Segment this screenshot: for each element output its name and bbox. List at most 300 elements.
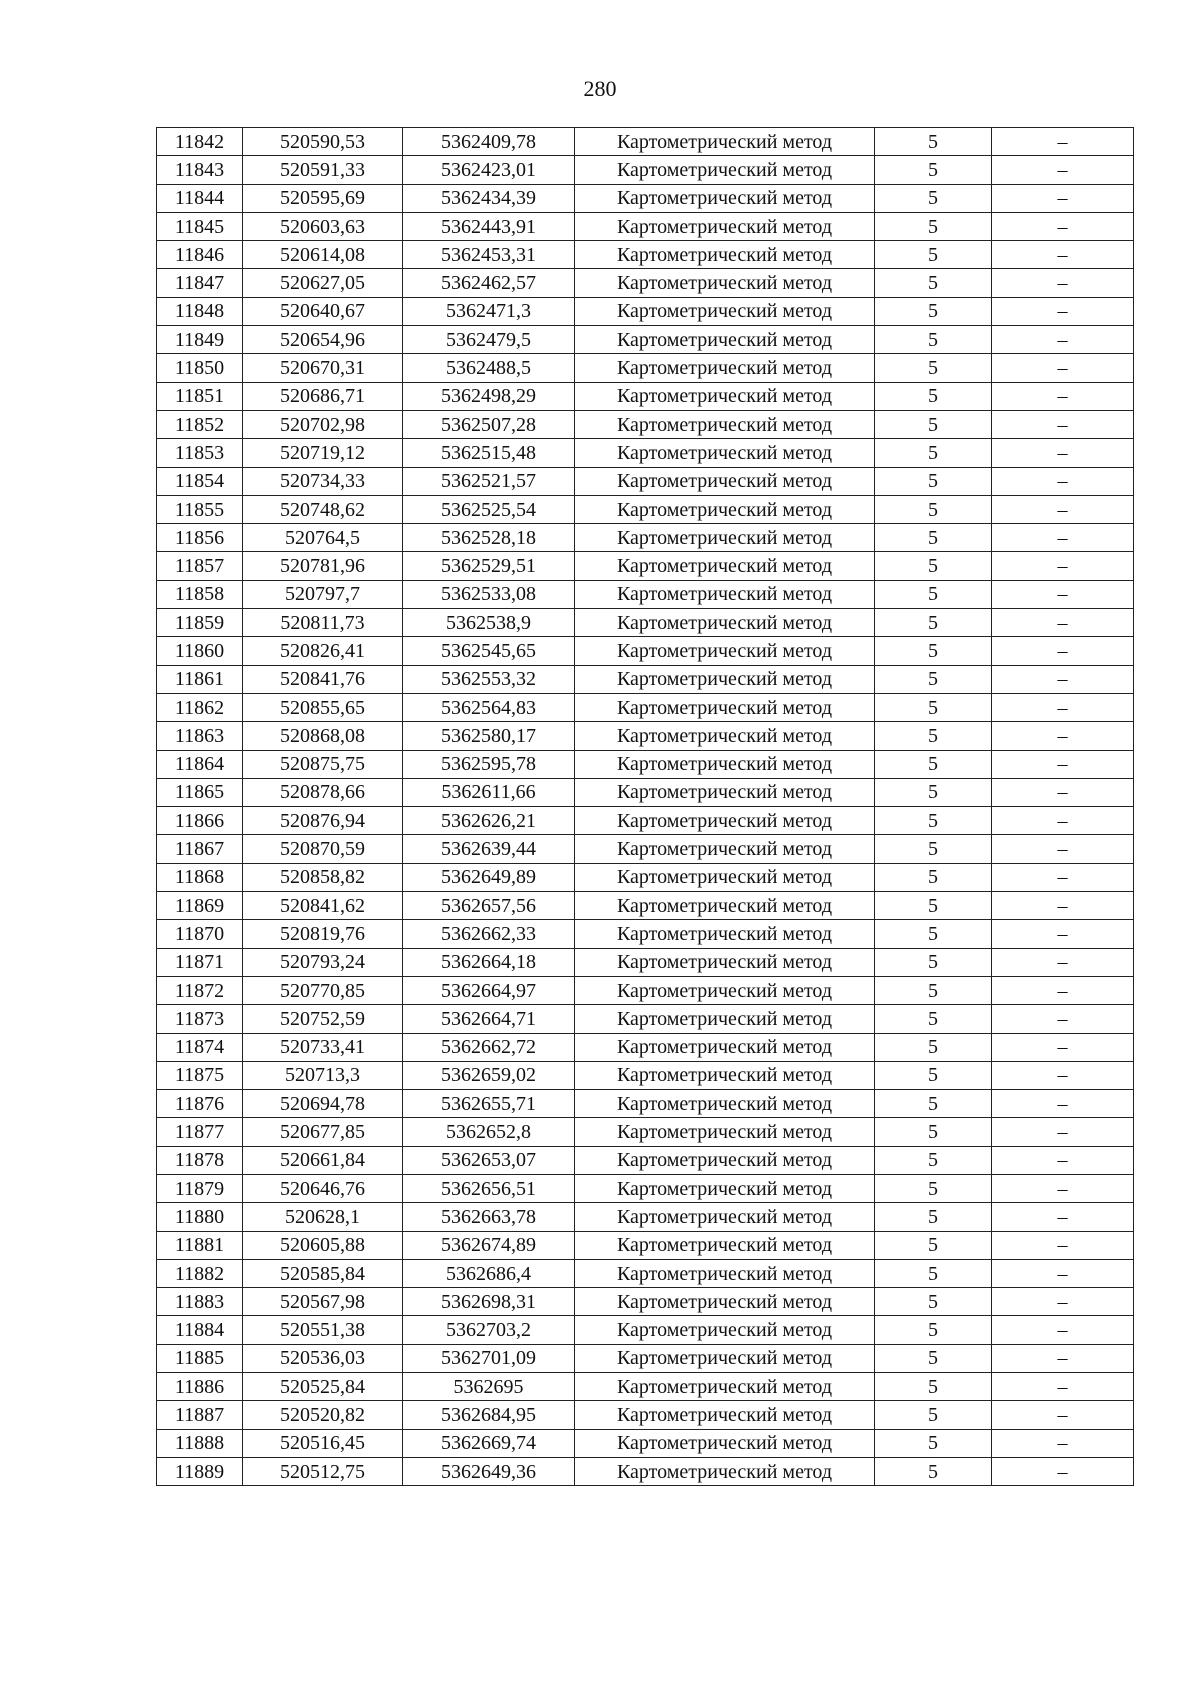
x-coordinate-cell: 520878,66 — [243, 778, 403, 806]
point-number-cell: 11842 — [157, 128, 243, 156]
point-number-cell: 11882 — [157, 1259, 243, 1287]
table-row — [157, 835, 1134, 863]
precision-cell: 5 — [875, 778, 992, 806]
x-coordinate-cell: 520793,24 — [243, 948, 403, 976]
precision-cell: 5 — [875, 354, 992, 382]
y-coordinate-cell: 5362538,9 — [403, 609, 575, 637]
description-cell: – — [992, 1203, 1134, 1231]
precision-cell: 5 — [875, 156, 992, 184]
x-coordinate-cell: 520591,33 — [243, 156, 403, 184]
description-cell: – — [992, 297, 1134, 325]
method-cell: Картометрический метод — [575, 326, 875, 354]
precision-cell: 5 — [875, 750, 992, 778]
precision-cell: 5 — [875, 1033, 992, 1061]
point-number-cell: 11860 — [157, 637, 243, 665]
description-cell: – — [992, 241, 1134, 269]
point-number-cell: 11857 — [157, 552, 243, 580]
point-number-cell: 11886 — [157, 1373, 243, 1401]
description-cell: – — [992, 1457, 1134, 1485]
x-coordinate-cell: 520855,65 — [243, 693, 403, 721]
table-row — [157, 1316, 1134, 1344]
method-cell: Картометрический метод — [575, 552, 875, 580]
description-cell: – — [992, 1061, 1134, 1089]
description-cell: – — [992, 184, 1134, 212]
point-number-cell: 11851 — [157, 382, 243, 410]
y-coordinate-cell: 5362488,5 — [403, 354, 575, 382]
x-coordinate-cell: 520595,69 — [243, 184, 403, 212]
description-cell: – — [992, 467, 1134, 495]
point-number-cell: 11868 — [157, 863, 243, 891]
method-cell: Картометрический метод — [575, 1316, 875, 1344]
table-row — [157, 410, 1134, 438]
method-cell: Картометрический метод — [575, 1033, 875, 1061]
table-row — [157, 495, 1134, 523]
point-number-cell: 11885 — [157, 1344, 243, 1372]
y-coordinate-cell: 5362611,66 — [403, 778, 575, 806]
precision-cell: 5 — [875, 1429, 992, 1457]
x-coordinate-cell: 520781,96 — [243, 552, 403, 580]
precision-cell: 5 — [875, 1005, 992, 1033]
y-coordinate-cell: 5362462,57 — [403, 269, 575, 297]
coordinates-table — [156, 127, 1134, 1486]
y-coordinate-cell: 5362684,95 — [403, 1401, 575, 1429]
table-row — [157, 1457, 1134, 1485]
x-coordinate-cell: 520876,94 — [243, 807, 403, 835]
table-row — [157, 948, 1134, 976]
x-coordinate-cell: 520640,67 — [243, 297, 403, 325]
y-coordinate-cell: 5362423,01 — [403, 156, 575, 184]
table-row — [157, 920, 1134, 948]
description-cell: – — [992, 326, 1134, 354]
method-cell: Картометрический метод — [575, 722, 875, 750]
x-coordinate-cell: 520627,05 — [243, 269, 403, 297]
y-coordinate-cell: 5362664,18 — [403, 948, 575, 976]
method-cell: Картометрический метод — [575, 1203, 875, 1231]
point-number-cell: 11853 — [157, 439, 243, 467]
table-row — [157, 637, 1134, 665]
point-number-cell: 11870 — [157, 920, 243, 948]
point-number-cell: 11864 — [157, 750, 243, 778]
method-cell: Картометрический метод — [575, 920, 875, 948]
point-number-cell: 11852 — [157, 410, 243, 438]
precision-cell: 5 — [875, 467, 992, 495]
x-coordinate-cell: 520811,73 — [243, 609, 403, 637]
precision-cell: 5 — [875, 920, 992, 948]
description-cell: – — [992, 1033, 1134, 1061]
point-number-cell: 11871 — [157, 948, 243, 976]
point-number-cell: 11866 — [157, 807, 243, 835]
method-cell: Картометрический метод — [575, 269, 875, 297]
description-cell: – — [992, 382, 1134, 410]
y-coordinate-cell: 5362649,89 — [403, 863, 575, 891]
table-row — [157, 976, 1134, 1004]
y-coordinate-cell: 5362507,28 — [403, 410, 575, 438]
x-coordinate-cell: 520661,84 — [243, 1146, 403, 1174]
x-coordinate-cell: 520628,1 — [243, 1203, 403, 1231]
point-number-cell: 11889 — [157, 1457, 243, 1485]
x-coordinate-cell: 520551,38 — [243, 1316, 403, 1344]
precision-cell: 5 — [875, 1090, 992, 1118]
point-number-cell: 11850 — [157, 354, 243, 382]
precision-cell: 5 — [875, 241, 992, 269]
y-coordinate-cell: 5362698,31 — [403, 1288, 575, 1316]
method-cell: Картометрический метод — [575, 241, 875, 269]
y-coordinate-cell: 5362521,57 — [403, 467, 575, 495]
method-cell: Картометрический метод — [575, 750, 875, 778]
y-coordinate-cell: 5362533,08 — [403, 580, 575, 608]
table-row — [157, 269, 1134, 297]
point-number-cell: 11858 — [157, 580, 243, 608]
description-cell: – — [992, 1090, 1134, 1118]
precision-cell: 5 — [875, 297, 992, 325]
point-number-cell: 11874 — [157, 1033, 243, 1061]
y-coordinate-cell: 5362479,5 — [403, 326, 575, 354]
method-cell: Картометрический метод — [575, 410, 875, 438]
y-coordinate-cell: 5362639,44 — [403, 835, 575, 863]
point-number-cell: 11846 — [157, 241, 243, 269]
x-coordinate-cell: 520733,41 — [243, 1033, 403, 1061]
method-cell: Картометрический метод — [575, 1344, 875, 1372]
y-coordinate-cell: 5362498,29 — [403, 382, 575, 410]
method-cell: Картометрический метод — [575, 1090, 875, 1118]
point-number-cell: 11849 — [157, 326, 243, 354]
description-cell: – — [992, 637, 1134, 665]
x-coordinate-cell: 520603,63 — [243, 212, 403, 240]
description-cell: – — [992, 1316, 1134, 1344]
y-coordinate-cell: 5362657,56 — [403, 892, 575, 920]
description-cell: – — [992, 552, 1134, 580]
description-cell: – — [992, 1174, 1134, 1202]
table-row — [157, 1231, 1134, 1259]
x-coordinate-cell: 520875,75 — [243, 750, 403, 778]
y-coordinate-cell: 5362686,4 — [403, 1259, 575, 1287]
description-cell: – — [992, 665, 1134, 693]
table-row — [157, 1288, 1134, 1316]
y-coordinate-cell: 5362564,83 — [403, 693, 575, 721]
description-cell: – — [992, 212, 1134, 240]
method-cell: Картометрический метод — [575, 382, 875, 410]
x-coordinate-cell: 520677,85 — [243, 1118, 403, 1146]
method-cell: Картометрический метод — [575, 184, 875, 212]
y-coordinate-cell: 5362529,51 — [403, 552, 575, 580]
table-row — [157, 807, 1134, 835]
x-coordinate-cell: 520520,82 — [243, 1401, 403, 1429]
x-coordinate-cell: 520585,84 — [243, 1259, 403, 1287]
precision-cell: 5 — [875, 410, 992, 438]
method-cell: Картометрический метод — [575, 637, 875, 665]
y-coordinate-cell: 5362528,18 — [403, 524, 575, 552]
y-coordinate-cell: 5362443,91 — [403, 212, 575, 240]
precision-cell: 5 — [875, 1146, 992, 1174]
x-coordinate-cell: 520670,31 — [243, 354, 403, 382]
y-coordinate-cell: 5362525,54 — [403, 495, 575, 523]
method-cell: Картометрический метод — [575, 297, 875, 325]
point-number-cell: 11888 — [157, 1429, 243, 1457]
table-row — [157, 382, 1134, 410]
y-coordinate-cell: 5362664,97 — [403, 976, 575, 1004]
method-cell: Картометрический метод — [575, 156, 875, 184]
method-cell: Картометрический метод — [575, 1174, 875, 1202]
precision-cell: 5 — [875, 1259, 992, 1287]
description-cell: – — [992, 948, 1134, 976]
point-number-cell: 11883 — [157, 1288, 243, 1316]
point-number-cell: 11879 — [157, 1174, 243, 1202]
precision-cell: 5 — [875, 948, 992, 976]
description-cell: – — [992, 1429, 1134, 1457]
method-cell: Картометрический метод — [575, 1288, 875, 1316]
point-number-cell: 11873 — [157, 1005, 243, 1033]
precision-cell: 5 — [875, 863, 992, 891]
precision-cell: 5 — [875, 1118, 992, 1146]
method-cell: Картометрический метод — [575, 1429, 875, 1457]
y-coordinate-cell: 5362649,36 — [403, 1457, 575, 1485]
x-coordinate-cell: 520868,08 — [243, 722, 403, 750]
description-cell: – — [992, 524, 1134, 552]
description-cell: – — [992, 495, 1134, 523]
x-coordinate-cell: 520516,45 — [243, 1429, 403, 1457]
description-cell: – — [992, 410, 1134, 438]
precision-cell: 5 — [875, 495, 992, 523]
table-row — [157, 1344, 1134, 1372]
point-number-cell: 11859 — [157, 609, 243, 637]
y-coordinate-cell: 5362515,48 — [403, 439, 575, 467]
precision-cell: 5 — [875, 128, 992, 156]
x-coordinate-cell: 520702,98 — [243, 410, 403, 438]
y-coordinate-cell: 5362626,21 — [403, 807, 575, 835]
table-row — [157, 665, 1134, 693]
table-row — [157, 1203, 1134, 1231]
method-cell: Картометрический метод — [575, 778, 875, 806]
x-coordinate-cell: 520686,71 — [243, 382, 403, 410]
point-number-cell: 11862 — [157, 693, 243, 721]
y-coordinate-cell: 5362662,72 — [403, 1033, 575, 1061]
method-cell: Картометрический метод — [575, 1373, 875, 1401]
description-cell: – — [992, 1146, 1134, 1174]
description-cell: – — [992, 354, 1134, 382]
table-row — [157, 1429, 1134, 1457]
table-row — [157, 1146, 1134, 1174]
description-cell: – — [992, 1005, 1134, 1033]
description-cell: – — [992, 722, 1134, 750]
precision-cell: 5 — [875, 835, 992, 863]
description-cell: – — [992, 863, 1134, 891]
method-cell: Картометрический метод — [575, 948, 875, 976]
precision-cell: 5 — [875, 1457, 992, 1485]
point-number-cell: 11845 — [157, 212, 243, 240]
precision-cell: 5 — [875, 637, 992, 665]
method-cell: Картометрический метод — [575, 693, 875, 721]
precision-cell: 5 — [875, 382, 992, 410]
method-cell: Картометрический метод — [575, 1457, 875, 1485]
table-row — [157, 1061, 1134, 1089]
page-number: 280 — [583, 76, 617, 101]
precision-cell: 5 — [875, 1174, 992, 1202]
x-coordinate-cell: 520614,08 — [243, 241, 403, 269]
precision-cell: 5 — [875, 1231, 992, 1259]
description-cell: – — [992, 976, 1134, 1004]
table-row — [157, 326, 1134, 354]
point-number-cell: 11877 — [157, 1118, 243, 1146]
table-row — [157, 1174, 1134, 1202]
y-coordinate-cell: 5362695 — [403, 1373, 575, 1401]
table-row — [157, 1118, 1134, 1146]
description-cell: – — [992, 920, 1134, 948]
method-cell: Картометрический метод — [575, 976, 875, 1004]
table-row — [157, 128, 1134, 156]
description-cell: – — [992, 1401, 1134, 1429]
method-cell: Картометрический метод — [575, 609, 875, 637]
table-row — [157, 892, 1134, 920]
precision-cell: 5 — [875, 693, 992, 721]
description-cell: – — [992, 609, 1134, 637]
y-coordinate-cell: 5362669,74 — [403, 1429, 575, 1457]
method-cell: Картометрический метод — [575, 807, 875, 835]
precision-cell: 5 — [875, 524, 992, 552]
description-cell: – — [992, 1231, 1134, 1259]
y-coordinate-cell: 5362409,78 — [403, 128, 575, 156]
point-number-cell: 11844 — [157, 184, 243, 212]
table-row — [157, 241, 1134, 269]
point-number-cell: 11876 — [157, 1090, 243, 1118]
description-cell: – — [992, 1373, 1134, 1401]
table-row — [157, 552, 1134, 580]
method-cell: Картометрический метод — [575, 1118, 875, 1146]
x-coordinate-cell: 520826,41 — [243, 637, 403, 665]
precision-cell: 5 — [875, 722, 992, 750]
table-row — [157, 750, 1134, 778]
x-coordinate-cell: 520654,96 — [243, 326, 403, 354]
precision-cell: 5 — [875, 326, 992, 354]
y-coordinate-cell: 5362662,33 — [403, 920, 575, 948]
description-cell: – — [992, 580, 1134, 608]
precision-cell: 5 — [875, 184, 992, 212]
y-coordinate-cell: 5362655,71 — [403, 1090, 575, 1118]
x-coordinate-cell: 520764,5 — [243, 524, 403, 552]
point-number-cell: 11878 — [157, 1146, 243, 1174]
x-coordinate-cell: 520870,59 — [243, 835, 403, 863]
precision-cell: 5 — [875, 1401, 992, 1429]
x-coordinate-cell: 520512,75 — [243, 1457, 403, 1485]
description-cell: – — [992, 1344, 1134, 1372]
description-cell: – — [992, 128, 1134, 156]
precision-cell: 5 — [875, 1373, 992, 1401]
description-cell: – — [992, 269, 1134, 297]
x-coordinate-cell: 520567,98 — [243, 1288, 403, 1316]
description-cell: – — [992, 439, 1134, 467]
x-coordinate-cell: 520858,82 — [243, 863, 403, 891]
x-coordinate-cell: 520646,76 — [243, 1174, 403, 1202]
method-cell: Картометрический метод — [575, 892, 875, 920]
method-cell: Картометрический метод — [575, 665, 875, 693]
precision-cell: 5 — [875, 1344, 992, 1372]
y-coordinate-cell: 5362663,78 — [403, 1203, 575, 1231]
description-cell: – — [992, 750, 1134, 778]
point-number-cell: 11881 — [157, 1231, 243, 1259]
method-cell: Картометрический метод — [575, 439, 875, 467]
x-coordinate-cell: 520748,62 — [243, 495, 403, 523]
description-cell: – — [992, 693, 1134, 721]
x-coordinate-cell: 520536,03 — [243, 1344, 403, 1372]
point-number-cell: 11865 — [157, 778, 243, 806]
table-row — [157, 156, 1134, 184]
table-row — [157, 580, 1134, 608]
precision-cell: 5 — [875, 269, 992, 297]
x-coordinate-cell: 520605,88 — [243, 1231, 403, 1259]
table-row — [157, 212, 1134, 240]
x-coordinate-cell: 520841,62 — [243, 892, 403, 920]
y-coordinate-cell: 5362674,89 — [403, 1231, 575, 1259]
table-row — [157, 1373, 1134, 1401]
table-row — [157, 778, 1134, 806]
precision-cell: 5 — [875, 609, 992, 637]
precision-cell: 5 — [875, 552, 992, 580]
table-row — [157, 184, 1134, 212]
table-row — [157, 693, 1134, 721]
method-cell: Картометрический метод — [575, 467, 875, 495]
point-number-cell: 11872 — [157, 976, 243, 1004]
y-coordinate-cell: 5362553,32 — [403, 665, 575, 693]
y-coordinate-cell: 5362659,02 — [403, 1061, 575, 1089]
y-coordinate-cell: 5362652,8 — [403, 1118, 575, 1146]
y-coordinate-cell: 5362595,78 — [403, 750, 575, 778]
description-cell: – — [992, 778, 1134, 806]
x-coordinate-cell: 520525,84 — [243, 1373, 403, 1401]
precision-cell: 5 — [875, 807, 992, 835]
description-cell: – — [992, 807, 1134, 835]
point-number-cell: 11875 — [157, 1061, 243, 1089]
table-row — [157, 467, 1134, 495]
x-coordinate-cell: 520841,76 — [243, 665, 403, 693]
precision-cell: 5 — [875, 1061, 992, 1089]
x-coordinate-cell: 520752,59 — [243, 1005, 403, 1033]
y-coordinate-cell: 5362453,31 — [403, 241, 575, 269]
precision-cell: 5 — [875, 665, 992, 693]
table-row — [157, 1090, 1134, 1118]
y-coordinate-cell: 5362653,07 — [403, 1146, 575, 1174]
point-number-cell: 11869 — [157, 892, 243, 920]
method-cell: Картометрический метод — [575, 1231, 875, 1259]
precision-cell: 5 — [875, 1203, 992, 1231]
method-cell: Картометрический метод — [575, 212, 875, 240]
x-coordinate-cell: 520719,12 — [243, 439, 403, 467]
table-row — [157, 863, 1134, 891]
y-coordinate-cell: 5362656,51 — [403, 1174, 575, 1202]
x-coordinate-cell: 520819,76 — [243, 920, 403, 948]
point-number-cell: 11887 — [157, 1401, 243, 1429]
x-coordinate-cell: 520590,53 — [243, 128, 403, 156]
point-number-cell: 11854 — [157, 467, 243, 495]
method-cell: Картометрический метод — [575, 580, 875, 608]
table-row — [157, 1401, 1134, 1429]
method-cell: Картометрический метод — [575, 354, 875, 382]
table-row — [157, 722, 1134, 750]
x-coordinate-cell: 520713,3 — [243, 1061, 403, 1089]
point-number-cell: 11861 — [157, 665, 243, 693]
method-cell: Картометрический метод — [575, 524, 875, 552]
table-row — [157, 1005, 1134, 1033]
table-row — [157, 354, 1134, 382]
table-row — [157, 1033, 1134, 1061]
method-cell: Картометрический метод — [575, 835, 875, 863]
method-cell: Картометрический метод — [575, 128, 875, 156]
y-coordinate-cell: 5362580,17 — [403, 722, 575, 750]
description-cell: – — [992, 835, 1134, 863]
y-coordinate-cell: 5362701,09 — [403, 1344, 575, 1372]
point-number-cell: 11855 — [157, 495, 243, 523]
y-coordinate-cell: 5362471,3 — [403, 297, 575, 325]
precision-cell: 5 — [875, 439, 992, 467]
point-number-cell: 11848 — [157, 297, 243, 325]
